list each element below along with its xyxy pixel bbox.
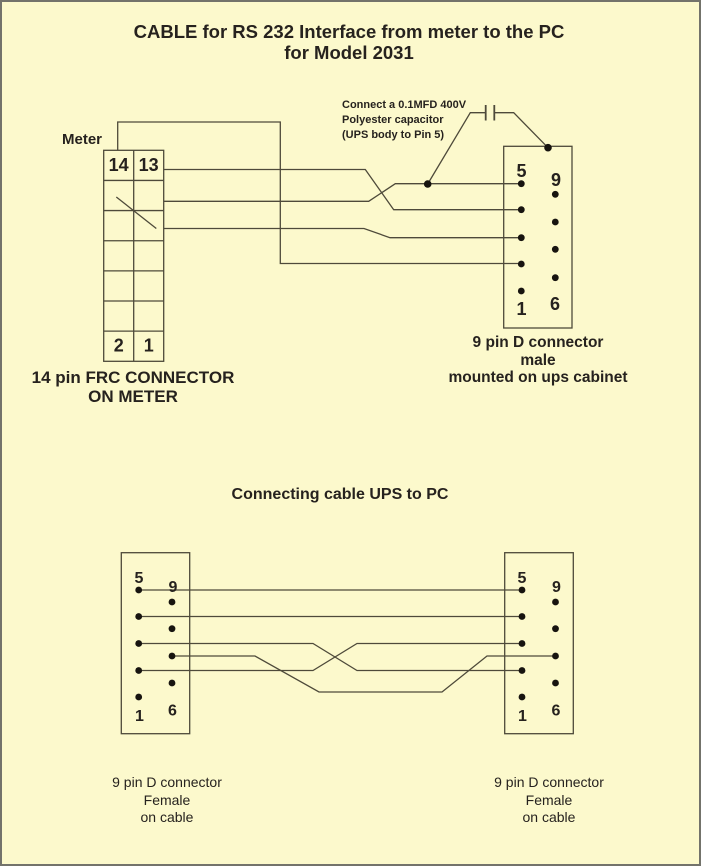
- right-female-connector-pin-dot: [552, 680, 559, 687]
- male-connector-pin-dot: [552, 274, 559, 281]
- male-caption-line3: mounted on ups cabinet: [448, 369, 628, 386]
- left-female-connector-pin-dot: [169, 653, 176, 660]
- left-female-connector-pin-label-5: 5: [134, 570, 144, 587]
- male-connector-pin-dot: [552, 246, 559, 253]
- right-connector-caption: [494, 774, 604, 827]
- male-connector-pin-dot: [518, 261, 525, 268]
- left-caption-line3: on cable: [140, 809, 194, 825]
- top-wire-meter-pin14-to-male-pin2: [118, 122, 522, 264]
- right-female-connector-pin-dot: [519, 694, 526, 701]
- left-connector-caption: [112, 774, 222, 827]
- top-wire-meter-to-male-pin5: [157, 184, 522, 202]
- male-connector-pin-dot: [518, 206, 525, 213]
- right-female-connector-pin-dot: [519, 640, 526, 647]
- right-female-connector-pin-dot: [552, 625, 559, 632]
- right-female-connector-pin-dot: [519, 667, 526, 674]
- left-female-connector-pin-dot: [135, 640, 142, 647]
- left-female-connector-pin-dot: [135, 613, 142, 620]
- left-caption-line1: 9 pin D connector: [112, 774, 222, 790]
- male-connector-pin-dot: [552, 219, 559, 226]
- meter-pin-label-13: 13: [138, 154, 159, 175]
- right-female-connector-pin-label-9: 9: [552, 579, 561, 596]
- male-connector-pin-dot: [518, 234, 525, 241]
- meter-caption-line2: ON METER: [88, 386, 178, 406]
- bottom-wire-left3-to-right2: [139, 644, 522, 671]
- capacitor-note: [342, 98, 466, 143]
- page-title-line2: for Model 2031: [284, 42, 414, 63]
- page-title-line1: CABLE for RS 232 Interface from meter to the PC: [133, 21, 565, 42]
- left-female-connector-pin-dot: [135, 587, 142, 594]
- left-female-connector-pin-dot: [135, 667, 142, 674]
- meter-caption-line1: 14 pin FRC CONNECTOR: [31, 368, 235, 387]
- male-connector-body-dot: [544, 144, 552, 152]
- male-connector-caption: [448, 334, 627, 387]
- top-wire-capacitor-right-lead: [494, 113, 548, 148]
- capacitor-junction-dot: [424, 180, 432, 188]
- left-caption-line2: Female: [143, 791, 191, 808]
- right-female-connector-pin-dot: [519, 613, 526, 620]
- left-female-connector-pin-dot: [169, 625, 176, 632]
- male-connector-pin-dot: [518, 180, 525, 187]
- male-connector-pin-label-6: 6: [549, 294, 561, 314]
- meter-label: Meter: [62, 131, 103, 148]
- left-female-connector-pin-dot: [169, 599, 176, 606]
- meter-caption: [32, 369, 235, 406]
- male-caption-line2: male: [520, 351, 556, 369]
- right-female-connector-pin-label-1: 1: [518, 708, 527, 725]
- right-caption-line2: Female: [525, 791, 573, 808]
- meter-pin-label-1: 1: [143, 335, 154, 356]
- capacitor-note-line2: Polyester capacitor: [342, 114, 444, 126]
- male-connector-pin-label-1: 1: [516, 299, 527, 319]
- right-caption-line1: 9 pin D connector: [494, 774, 604, 790]
- male-connector-pin-dot: [552, 191, 559, 198]
- right-female-connector-pin-dot: [552, 599, 559, 606]
- right-female-connector-pin-dot: [519, 587, 526, 594]
- male-connector-pin-dot: [518, 288, 525, 295]
- right-female-connector-pin-label-5: 5: [517, 570, 527, 587]
- top-wire-meter-to-male-pin3: [156, 229, 521, 238]
- right-female-connector-pin-dot: [552, 653, 559, 660]
- male-connector-pin-label-5: 5: [516, 161, 527, 181]
- meter-pin-label-14: 14: [108, 154, 129, 175]
- male-connector-pin-label-9: 9: [550, 170, 562, 190]
- bottom-wire-left2-to-right3: [139, 644, 522, 671]
- bottom-wire-left7-to-right7: [172, 656, 556, 692]
- capacitor-note-line3: (UPS body to Pin 5): [342, 129, 445, 141]
- left-female-connector-pin-dot: [169, 680, 176, 687]
- male-caption-line1: 9 pin D connector: [472, 334, 604, 351]
- meter-pin-label-2: 2: [113, 335, 124, 356]
- left-female-connector-pin-dot: [135, 694, 142, 701]
- bottom-section-title: Connecting cable UPS to PC: [231, 486, 449, 503]
- left-female-connector-pin-label-1: 1: [135, 708, 144, 725]
- right-female-connector-pin-label-6: 6: [551, 702, 561, 720]
- capacitor-note-line1: Connect a 0.1MFD 400V: [342, 99, 467, 111]
- left-female-connector-pin-label-6: 6: [168, 702, 177, 720]
- right-caption-line3: on cable: [522, 809, 576, 825]
- left-female-connector-pin-label-9: 9: [168, 579, 178, 596]
- top-wire-meter-pin13-to-male-pin4: [158, 170, 521, 210]
